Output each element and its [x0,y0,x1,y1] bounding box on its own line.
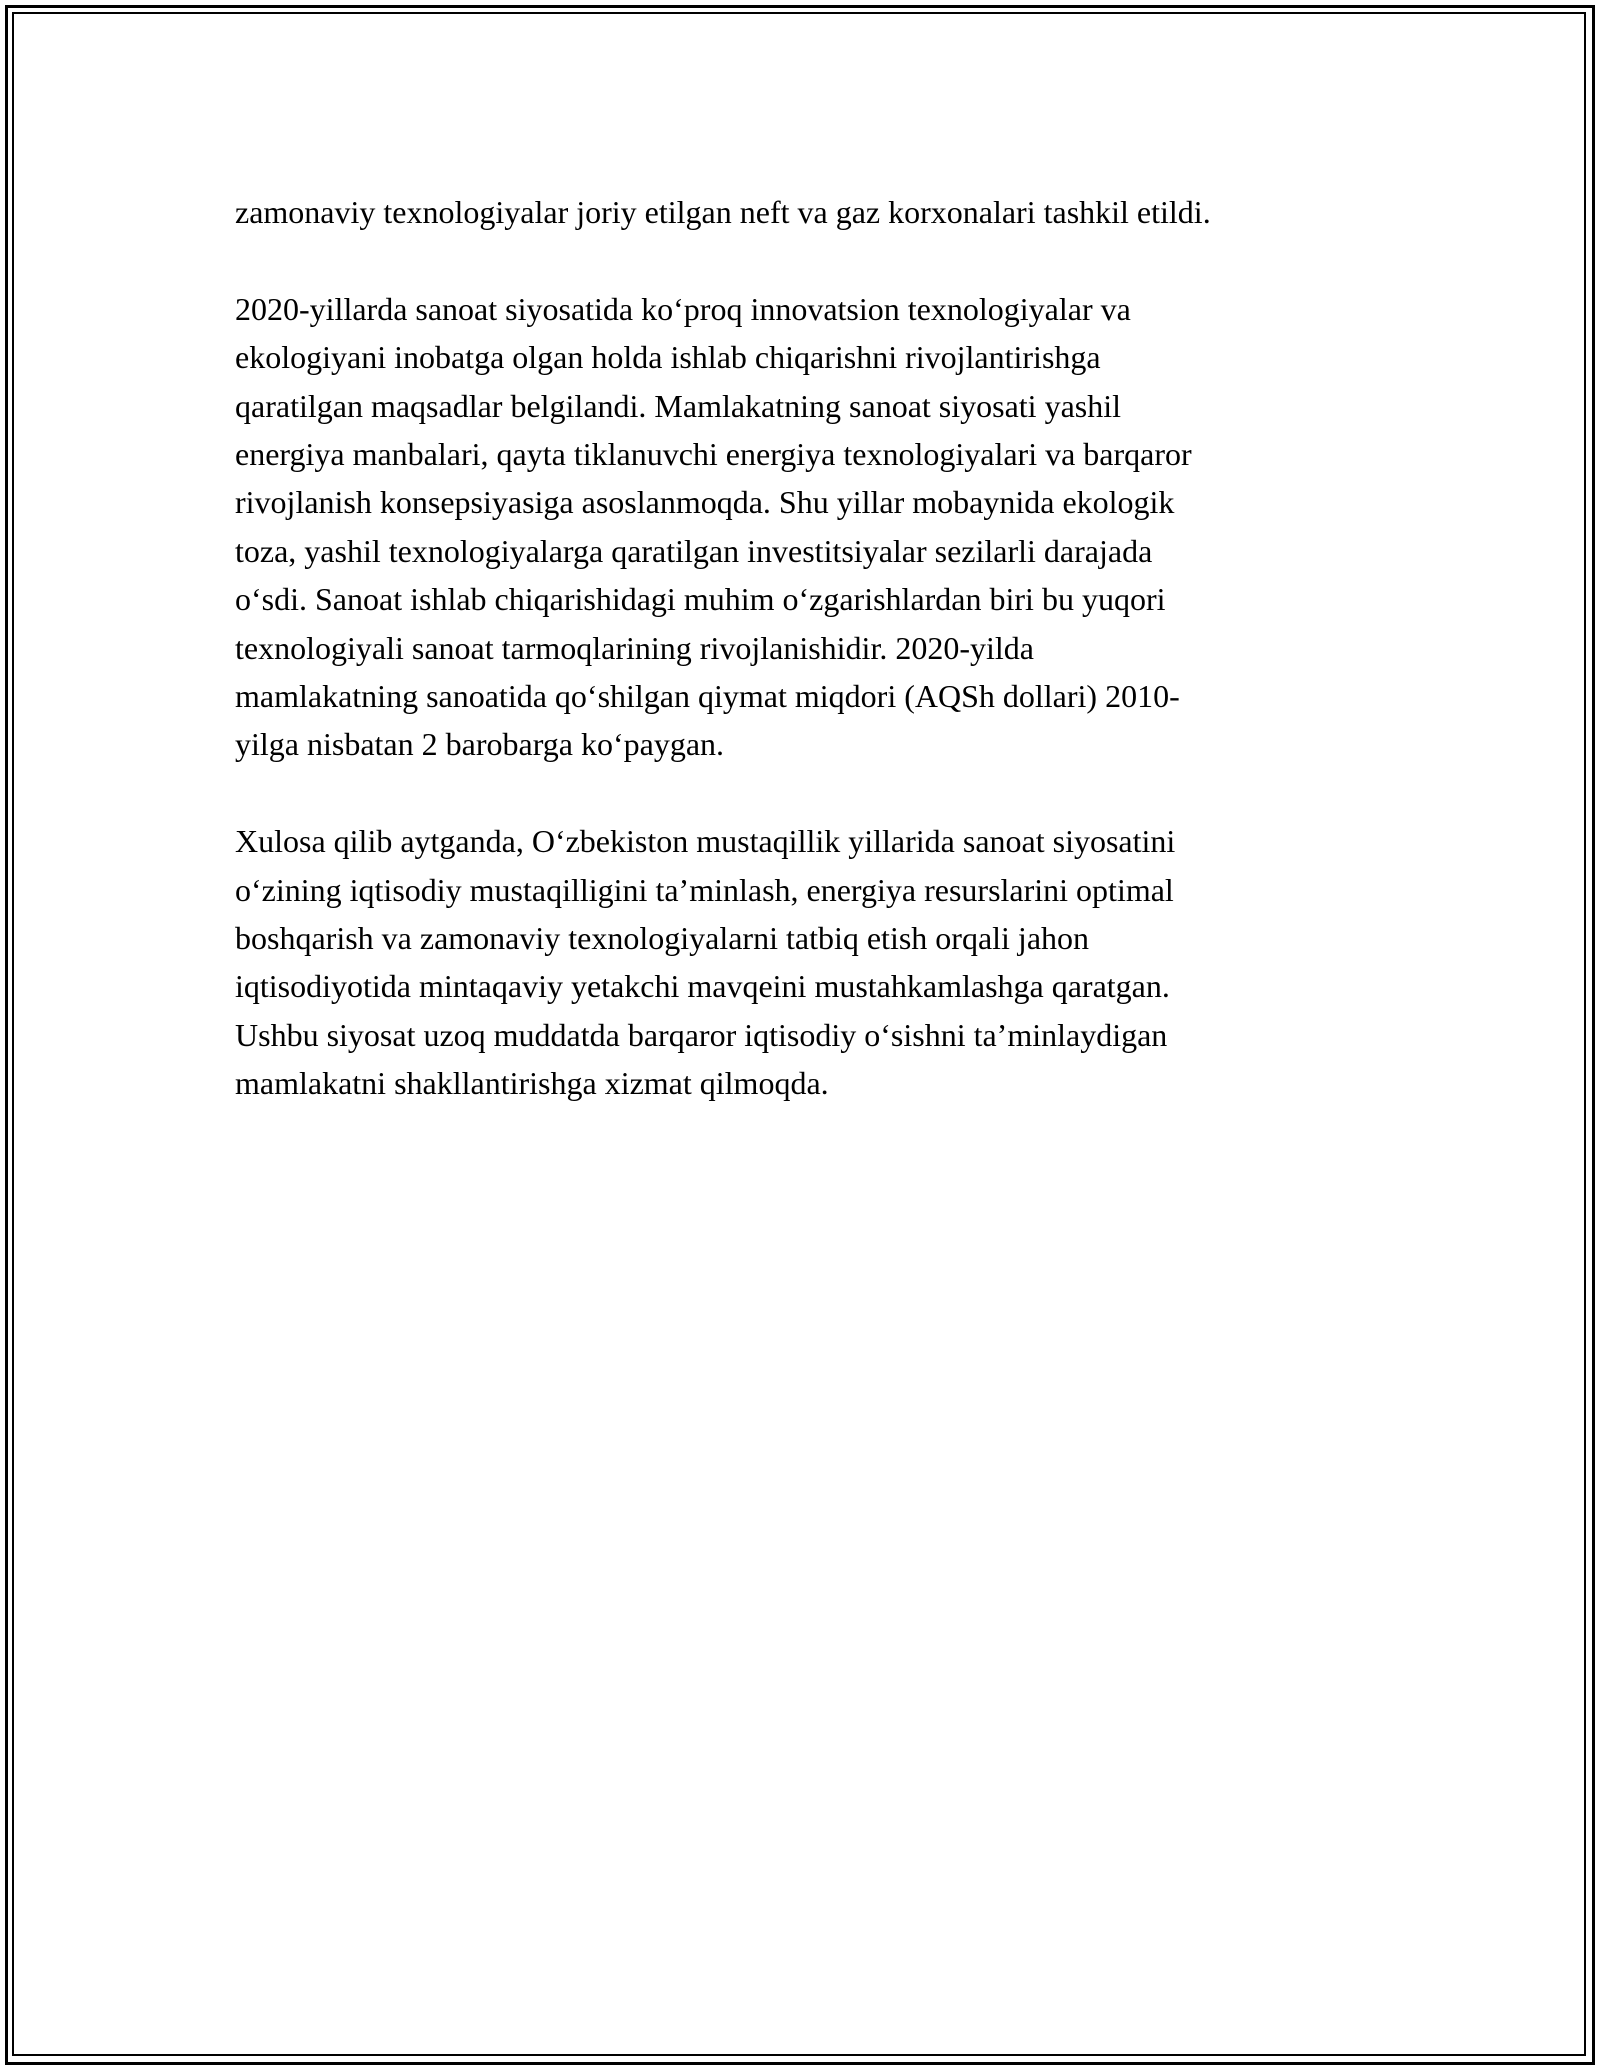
paragraph-continuation: zamonaviy texnologiyalar joriy etilgan neft va gaz korxonalari tashkil etildi. [235,194,1211,230]
document-body [235,188,1375,1156]
paragraph-2020-industrial-policy: 2020-yillarda sanoat siyosatida ko‘proq innovatsion texnologiyalar va ekologiyani inobatga olgan holda ishlab chiqarishni rivojlantirishga qaratilgan maqsadlar belgilandi. Mamlakatning sanoat siyosati yashil energiya manbalari, qayta tiklanuvchi energiya texnologiyalari va barqaror rivojlanish konsepsiyasiga asoslanmoqda. Shu yillar mobaynida ekologik toza, yashil texnologiyalarga qaratilgan investitsiyalar sezilarli darajada o‘sdi. Sanoat ishlab chiqarishidagi muhim o‘zgarishlardan biri bu yuqori texnologiyali sanoat tarmoqlarining rivojlanishidir. 2020-yilda mamlakatning sanoatida qo‘shilgan qiymat miqdori (AQSh dollari) 2010- yilga nisbatan 2 barobarga ko‘paygan. [235,290,1192,763]
paragraph-conclusion: Xulosa qilib aytganda, O‘zbekiston mustaqillik yillarida sanoat siyosatini o‘zining iqtisodiy mustaqilligini ta’minlash, energiya resurslarini optimal boshqarish va zamonaviy texnologiyalarni tatbiq etish orqali jahon iqtisodiyotida mintaqaviy yetakchi mavqeini mustahkamlashga qaratgan. Ushbu siyosat uzoq muddatda barqaror iqtisodiy o‘sishni ta’minlaydigan mamlakatni shakllantirishga xizmat qilmoqda. [235,823,1176,1102]
